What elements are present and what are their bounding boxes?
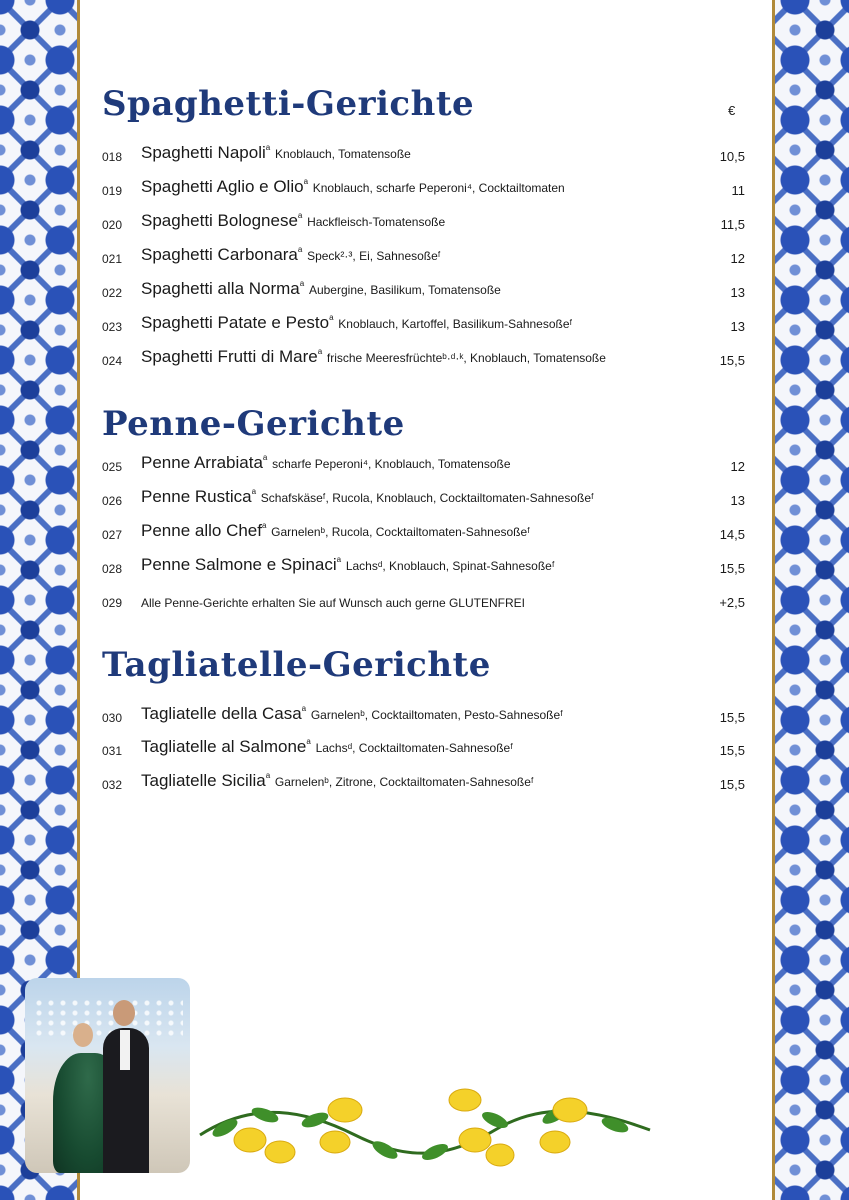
item-text (141, 177, 565, 197)
menu-item-027 (102, 521, 750, 545)
menu-item-018 (102, 143, 750, 167)
item-description: Hackfleisch-Tomatensoße (307, 215, 446, 229)
item-text (141, 737, 513, 757)
item-description: Knoblauch, scharfe Peperoni⁴, Cocktailtomaten (312, 181, 565, 195)
item-name: Penne Rustica (141, 487, 252, 506)
item-description: Speck²·³, Ei, Sahnesoßeᶠ (307, 249, 441, 263)
couple-photo (25, 978, 190, 1173)
item-price: 13 (730, 285, 745, 300)
item-price: 15,5 (719, 710, 745, 725)
item-number: 020 (102, 218, 123, 232)
man-head (113, 1000, 135, 1026)
woman-head (73, 1023, 93, 1047)
item-text (141, 704, 563, 724)
allergen-sup: a (265, 771, 271, 780)
item-price: 11 (731, 183, 745, 198)
item-price: 11,5 (720, 217, 745, 232)
allergen-sup: a (299, 279, 305, 288)
allergen-sup: a (336, 555, 342, 564)
item-text (141, 211, 445, 231)
item-price: 15,5 (719, 561, 745, 576)
item-price: 14,5 (719, 527, 745, 542)
allergen-sup: a (251, 487, 257, 496)
section-title-tagliatelle: Tagliatelle-Gerichte (102, 645, 491, 685)
section-title-penne: Penne-Gerichte (102, 404, 405, 444)
item-text (141, 555, 555, 575)
allergen-sup: a (317, 347, 323, 356)
item-number: 026 (102, 494, 123, 508)
item-text (141, 279, 501, 299)
item-number: 028 (102, 562, 123, 576)
item-name: Penne Salmone e Spinaci (141, 555, 337, 574)
item-number: 027 (102, 528, 123, 542)
item-price: 15,5 (719, 743, 745, 758)
item-text (141, 347, 606, 367)
allergen-sup: a (261, 521, 267, 530)
item-price: 15,5 (719, 353, 745, 368)
menu-item-021 (102, 245, 750, 269)
item-description: Aubergine, Basilikum, Tomatensoße (308, 283, 501, 297)
lemon-garland (195, 1080, 655, 1180)
item-price: 12 (730, 251, 745, 266)
menu-item-023 (102, 313, 750, 337)
menu-item-032 (102, 771, 750, 795)
menu-item-020 (102, 211, 750, 235)
item-description: Garnelenᵇ, Cocktailtomaten, Pesto-Sahnesoßeᶠ (310, 708, 563, 722)
menu-item-025 (102, 453, 750, 477)
item-name: Spaghetti Napoli (141, 143, 266, 162)
item-text (141, 771, 534, 791)
item-name: Spaghetti Patate e Pesto (141, 313, 330, 332)
item-text (141, 245, 441, 265)
menu-item-030 (102, 704, 750, 728)
item-number: 025 (102, 460, 123, 474)
item-price: 12 (730, 459, 745, 474)
section-title-spaghetti: Spaghetti-Gerichte (102, 84, 475, 124)
string-lights (33, 998, 183, 1038)
item-text (141, 453, 511, 473)
item-number: 023 (102, 320, 123, 334)
item-number: 024 (102, 354, 123, 368)
menu-note-029 (102, 589, 750, 613)
item-name: Spaghetti Aglio e Olio (141, 177, 304, 196)
item-description: frische Meeresfrüchteᵇ·ᵈ·ᵏ, Knoblauch, Tomatensoße (326, 351, 606, 365)
item-number: 029 (102, 596, 123, 610)
item-price: 10,5 (719, 149, 745, 164)
item-number: 031 (102, 744, 123, 758)
item-description: Lachsᵈ, Knoblauch, Spinat-Sahnesoßeᶠ (345, 559, 555, 573)
right-tile-border (775, 0, 849, 1200)
allergen-sup: a (297, 211, 303, 220)
item-number: 032 (102, 778, 123, 792)
item-name: Spaghetti alla Norma (141, 279, 300, 298)
allergen-sup: a (297, 245, 303, 254)
item-name: Penne Arrabiata (141, 453, 263, 472)
item-name: Penne allo Chef (141, 521, 262, 540)
item-number: 030 (102, 711, 123, 725)
gluten-free-note: Alle Penne-Gerichte erhalten Sie auf Wunsch auch gerne GLUTENFREI (141, 596, 525, 610)
allergen-sup: a (329, 313, 334, 322)
menu-item-019 (102, 177, 750, 201)
item-description: Garnelenᵇ, Rucola, Cocktailtomaten-Sahnesoßeᶠ (271, 525, 530, 539)
item-price: 15,5 (719, 777, 745, 792)
item-name: Spaghetti Bolognese (141, 211, 298, 230)
item-description: Schafskäseᶠ, Rucola, Knoblauch, Cocktailtomaten-Sahnesoßeᶠ (260, 491, 594, 505)
item-text (141, 143, 411, 163)
item-number: 021 (102, 252, 123, 266)
item-text (141, 313, 572, 333)
white-shirt (120, 1030, 130, 1070)
item-number: 019 (102, 184, 123, 198)
item-name: Tagliatelle della Casa (141, 704, 302, 723)
item-name: Tagliatelle al Salmone (141, 737, 307, 756)
item-description: Knoblauch, Tomatensoße (274, 147, 411, 161)
item-description: Lachsᵈ, Cocktailtomaten-Sahnesoßeᶠ (315, 741, 513, 755)
right-gold-rule (772, 0, 775, 1200)
menu-item-031 (102, 737, 750, 761)
item-number: 022 (102, 286, 123, 300)
item-price: +2,5 (719, 595, 745, 610)
item-price: 13 (730, 493, 745, 508)
menu-item-028 (102, 555, 750, 579)
allergen-sup: a (262, 453, 268, 462)
item-description: Knoblauch, Kartoffel, Basilikum-Sahnesoßeᶠ (338, 317, 573, 331)
menu-item-024 (102, 347, 750, 371)
item-description: scharfe Peperoni⁴, Knoblauch, Tomatensoße (272, 457, 511, 471)
allergen-sup: a (306, 737, 311, 746)
item-text (141, 521, 530, 541)
item-price: 13 (730, 319, 745, 334)
item-description: Garnelenᵇ, Zitrone, Cocktailtomaten-Sahnesoßeᶠ (274, 775, 534, 789)
allergen-sup: a (265, 143, 271, 152)
allergen-sup: a (301, 704, 307, 713)
item-text (141, 487, 594, 507)
menu-item-026 (102, 487, 750, 511)
item-name: Tagliatelle Sicilia (141, 771, 266, 790)
allergen-sup: a (303, 177, 309, 186)
item-name: Spaghetti Carbonara (141, 245, 298, 264)
item-name: Spaghetti Frutti di Mare (141, 347, 318, 366)
item-number: 018 (102, 150, 123, 164)
menu-item-022 (102, 279, 750, 303)
currency-header: € (728, 103, 736, 118)
